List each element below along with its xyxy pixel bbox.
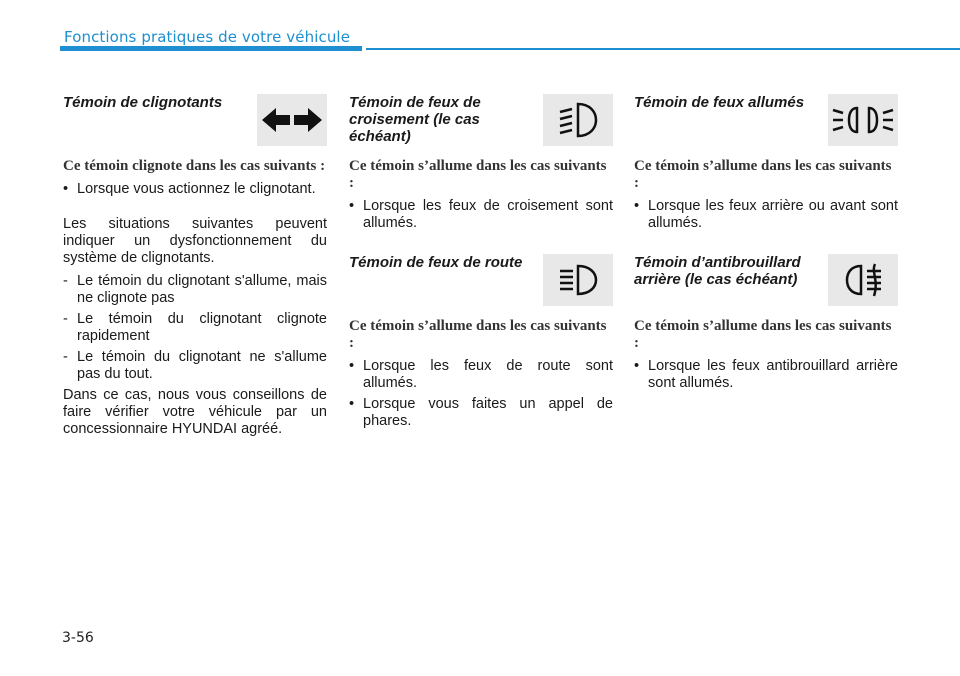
section-title: Témoin de feux de croisement (le cas échéant) [349,94,481,145]
section-lead: Ce témoin s’allume dans les cas suivants : [349,318,607,351]
column-middle [349,94,613,434]
section-lead: Ce témoin s’allume dans les cas suivants : [634,158,892,191]
page-number: 3-56 [62,630,94,646]
bullet-list [634,198,898,232]
header-rule-thin [366,48,960,50]
paragraph: Les situations suivantes peuvent indiquer un dysfonctionnement du système de clignotants. [63,216,327,266]
column-left [63,94,327,438]
section-lead: Ce témoin clignote dans les cas suivants : [63,158,326,174]
list-item: • Lorsque les feux arrière ou avant sont allumés. [634,198,898,232]
section-lead: Ce témoin s’allume dans les cas suivants : [349,158,607,191]
list-item: - Le témoin du clignotant clignote rapidement [63,311,327,345]
section-position-lights [634,94,898,232]
column-right [634,94,898,396]
list-item: • Lorsque les feux de croisement sont allumés. [349,198,613,232]
bullet-list [634,358,898,392]
section-turn-signal [63,94,327,438]
low-beam-icon [543,94,613,146]
bullet-list [63,181,327,198]
section-low-beam [349,94,613,232]
list-item: - Le témoin du clignotant s'allume, mais ne clignote pas [63,273,327,307]
section-title: Témoin de feux de route [349,254,523,271]
list-item: - Le témoin du clignotant ne s'allume pas du tout. [63,349,327,383]
section-rear-fog [634,254,898,392]
section-title: Témoin de clignotants [63,94,223,111]
list-item: • Lorsque vous faites un appel de phares. [349,396,613,430]
header-rule-thick [60,46,362,51]
section-title: Témoin de feux allumés [634,94,805,111]
turn-signal-arrows-icon [257,94,327,146]
position-lights-icon [828,94,898,146]
list-item: • Lorsque vous actionnez le clignotant. [63,181,327,198]
bullet-list [349,198,613,232]
list-item: • Lorsque les feux de route sont allumés. [349,358,613,392]
rear-fog-light-icon [828,254,898,306]
dash-list [63,273,327,383]
paragraph: Dans ce cas, nous vous conseillons de faire vérifier votre véhicule par un concessionnaire HYUNDAI agréé. [63,387,327,437]
list-item: • Lorsque les feux antibrouillard arrière sont allumés. [634,358,898,392]
section-high-beam [349,254,613,430]
high-beam-icon [543,254,613,306]
bullet-list [349,358,613,430]
section-title: Témoin d’antibrouillard arrière (le cas échéant) [634,254,801,288]
section-lead: Ce témoin s’allume dans les cas suivants : [634,318,892,351]
page-header-title: Fonctions pratiques de votre véhicule [64,28,351,46]
